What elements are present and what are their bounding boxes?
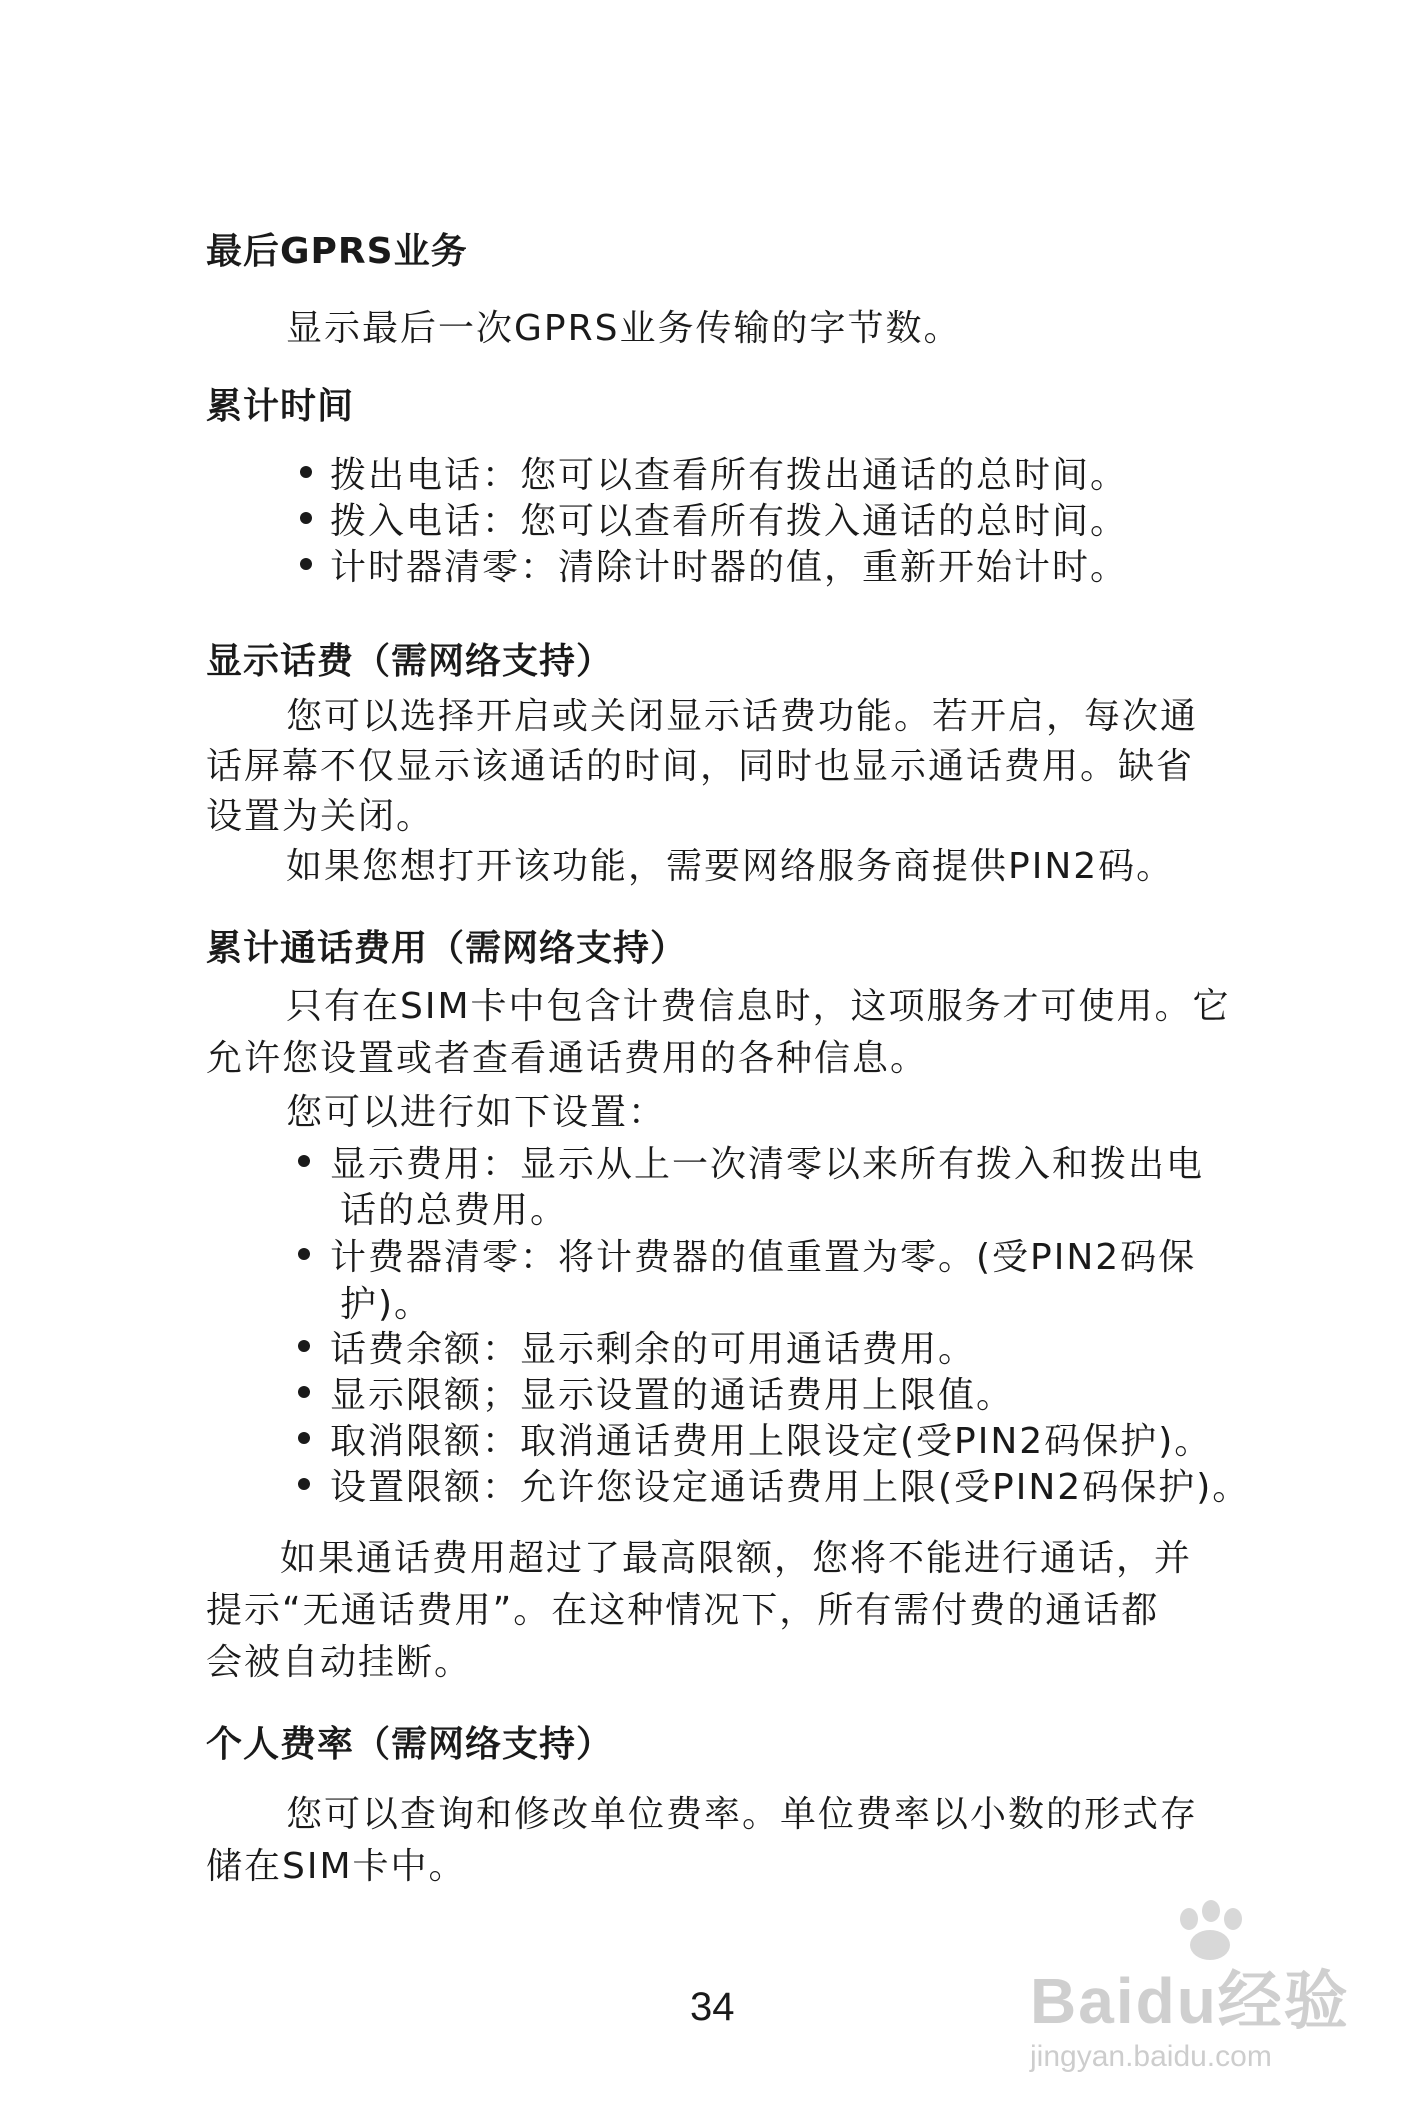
paw-icon (1180, 1908, 1198, 1930)
list-item-continuation: 话的总费用。 (340, 1190, 569, 1231)
bullet-icon (300, 466, 312, 478)
cumulative-charges-p3-line3: 会被自动挂断。 (206, 1642, 473, 1683)
bullet-icon (300, 558, 312, 570)
paw-icon (1224, 1908, 1242, 1930)
heading-show-charges: 显示话费（需网络支持） (206, 641, 614, 682)
list-item: 显示费用：显示从上一次清零以来所有拨入和拨出电 (330, 1144, 1205, 1185)
show-charges-p1-line2: 话屏幕不仅显示该通话的时间，同时也显示通话费用。缺省 (206, 746, 1195, 787)
baidu-jingyan-watermark (1030, 1930, 1370, 2090)
list-item: 计时器清零：清除计时器的值，重新开始计时。 (330, 547, 1129, 588)
list-item-continuation: 护)。 (340, 1284, 433, 1325)
cumulative-charges-p3-line2: 提示“无通话费用”。在这种情况下，所有需付费的通话都 (206, 1590, 1160, 1631)
paw-icon (1202, 1900, 1220, 1922)
personal-rate-p1-line1: 您可以查询和修改单位费率。单位费率以小数的形式存 (286, 1794, 1199, 1835)
list-item: 计费器清零：将计费器的值重置为零。(受PIN2码保 (330, 1237, 1197, 1278)
bullet-icon (298, 1340, 310, 1352)
heading-personal-rate: 个人费率（需网络支持） (206, 1724, 614, 1765)
page-number: 34 (690, 1985, 735, 2029)
bullet-icon (300, 512, 312, 524)
gprs-last-body: 显示最后一次GPRS业务传输的字节数。 (286, 308, 962, 349)
cumulative-charges-p2: 您可以进行如下设置： (286, 1092, 667, 1133)
personal-rate-p1-line2: 储在SIM卡中。 (206, 1846, 467, 1887)
cumulative-charges-p1-line1: 只有在SIM卡中包含计费信息时，这项服务才可使用。它 (286, 986, 1231, 1027)
watermark-url: jingyan.baidu.com (1030, 2040, 1272, 2073)
heading-cumulative-charges: 累计通话费用（需网络支持） (206, 928, 688, 969)
cumulative-charges-p1-line2: 允许您设置或者查看通话费用的各种信息。 (206, 1038, 929, 1079)
list-item: 设置限额：允许您设定通话费用上限(受PIN2码保护)。 (330, 1467, 1251, 1508)
list-item: 取消限额：取消通话费用上限设定(受PIN2码保护)。 (330, 1421, 1213, 1462)
bullet-icon (298, 1155, 310, 1167)
bullet-icon (298, 1478, 310, 1490)
cumulative-charges-p3-line1: 如果通话费用超过了最高限额，您将不能进行通话，并 (280, 1538, 1193, 1579)
heading-gprs-last: 最后GPRS业务 (206, 231, 468, 272)
heading-cumulative-time: 累计时间 (206, 386, 355, 427)
show-charges-p1-line3: 设置为关闭。 (206, 796, 435, 837)
show-charges-p1-line1: 您可以选择开启或关闭显示话费功能。若开启，每次通 (286, 696, 1199, 737)
list-item: 拨入电话：您可以查看所有拨入通话的总时间。 (330, 501, 1129, 542)
list-item: 显示限额；显示设置的通话费用上限值。 (330, 1375, 1015, 1416)
show-charges-p2: 如果您想打开该功能，需要网络服务商提供PIN2码。 (286, 846, 1175, 887)
bullet-icon (298, 1386, 310, 1398)
list-item: 拨出电话：您可以查看所有拨出通话的总时间。 (330, 455, 1129, 496)
bullet-icon (298, 1248, 310, 1260)
watermark-brand: Baidu经验 (1030, 1965, 1350, 2037)
list-item: 话费余额：显示剩余的可用通话费用。 (330, 1329, 977, 1370)
bullet-icon (298, 1432, 310, 1444)
